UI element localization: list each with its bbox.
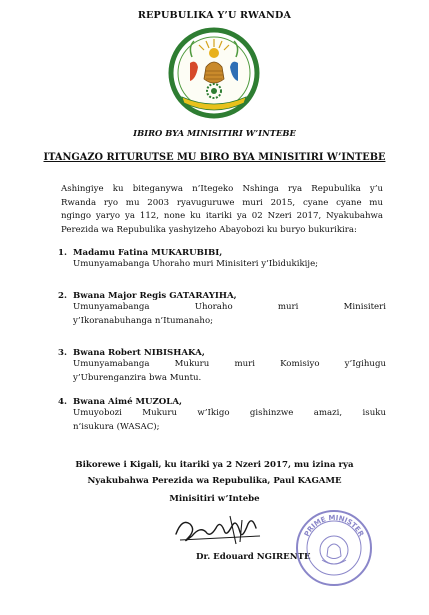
appointee-name: Madamu Fatina MUKARUBIBI,	[73, 248, 223, 258]
signatory-name: Dr. Edouard NGIRENTE	[196, 552, 311, 562]
rwanda-coat-of-arms-icon	[168, 27, 260, 119]
stamp-text: PRIME MINISTER	[302, 513, 366, 538]
signature-icon	[170, 510, 270, 548]
closing-statement	[0, 457, 429, 489]
appointee-name: Bwana Robert NIBISHAKA,	[73, 348, 205, 358]
item-number: 4.	[58, 397, 67, 407]
item-number: 2.	[58, 291, 67, 301]
signatory-title: Minisitiri w’Intebe	[169, 494, 260, 504]
appointee-role: Umuyobozi Mukuru w’Ikigo gishinzwe amazi, isuku	[73, 408, 386, 418]
item-number: 3.	[58, 348, 67, 358]
prime-minister-stamp	[294, 508, 374, 588]
announcement-intro	[61, 183, 383, 237]
item-number: 1.	[58, 248, 67, 258]
intro-line: Ashingiye ku biteganywa n’Itegeko Nshinga rya Repubulika y’u	[61, 184, 383, 194]
office-heading: IBIRO BYA MINISITIRI W’INTEBE	[133, 128, 296, 138]
closing-line: Nyakubahwa Perezida wa Repubulika, Paul KAGAME	[87, 476, 342, 486]
appointee-role: Umunyamabanga Mukuru muri Komisiyo y’Igihugu	[73, 359, 386, 369]
announcement-title: ITANGAZO RITURUTSE MU BIRO BYA MINISITIRI W’INTEBE	[43, 152, 386, 163]
appointee-role: y’Uburenganzira bwa Muntu.	[73, 372, 202, 383]
intro-line: Perezida wa Repubulika yashyizeho Abayobozi ku buryo bukurikira:	[61, 224, 357, 235]
appointee-role: n’isukura (WASAC);	[73, 421, 160, 432]
list-item	[58, 248, 386, 272]
appointee-name: Bwana Aimé MUZOLA,	[73, 397, 182, 407]
intro-line: Rwanda ryo mu 2003 ryavuguruwe muri 2015, cyane cyane mu	[61, 197, 383, 208]
appointee-role: Umunyamabanga Uhoraho muri Minisiteri y’Ibidukikije;	[73, 259, 319, 269]
list-item	[58, 348, 386, 385]
closing-line: Bikorewe i Kigali, ku itariki ya 2 Nzeri 2017, mu izina rya	[75, 460, 354, 470]
list-item	[58, 397, 386, 434]
list-item	[58, 291, 386, 328]
republic-heading: REPUBULIKA Y’U RWANDA	[137, 10, 292, 21]
appointee-role: y’Ikoranabuhanga n’Itumanaho;	[73, 315, 214, 326]
appointee-role: Umunyamabanga Uhoraho muri Minisiteri	[73, 302, 386, 312]
intro-line: ngingo yaryo ya 112, none ku itariki ya 02 Nzeri 2017, Nyakubahwa	[61, 211, 383, 222]
appointee-name: Bwana Major Regis GATARAYIHA,	[73, 291, 237, 301]
